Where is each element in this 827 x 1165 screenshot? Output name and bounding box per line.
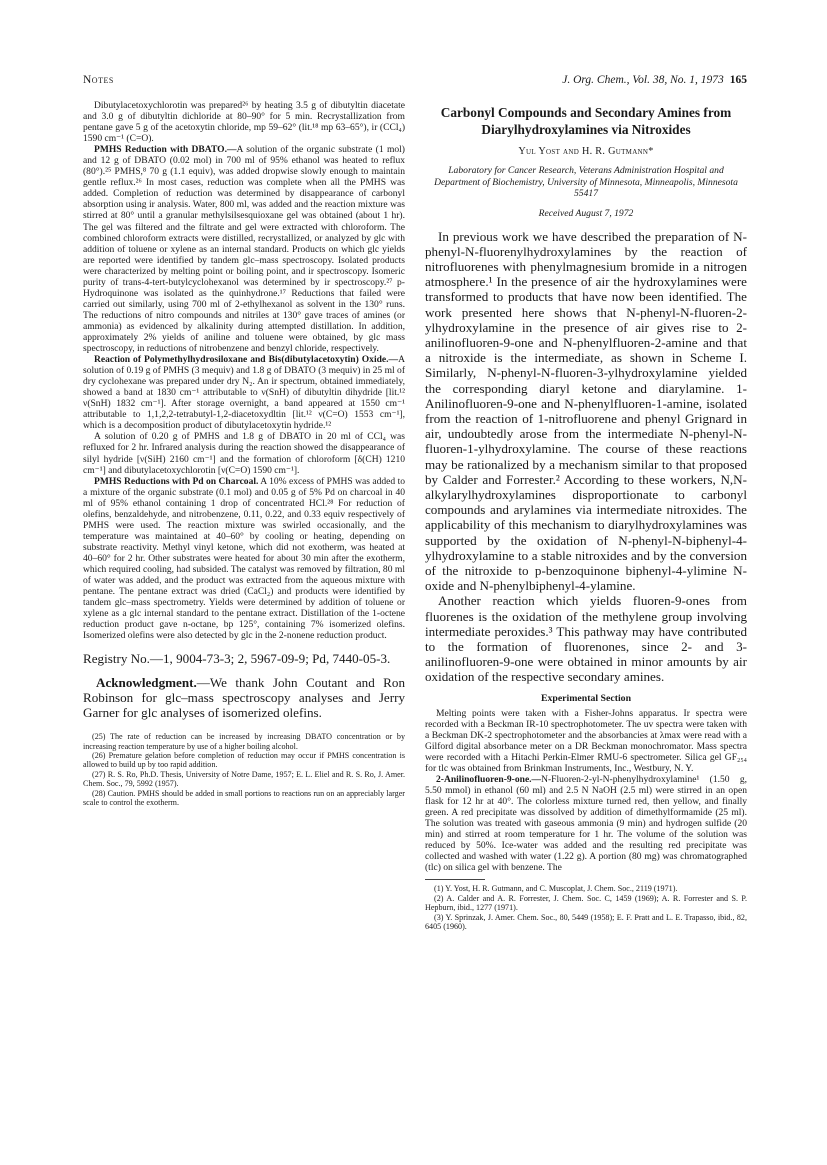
journal-citation bbox=[562, 74, 747, 86]
section-label: Notes bbox=[83, 74, 114, 86]
run-in-heading: PMHS Reductions with Pd on Charcoal. bbox=[94, 475, 259, 487]
received-date: Received August 7, 1972 bbox=[538, 207, 634, 219]
paragraph bbox=[425, 774, 747, 873]
footnote: (27) R. S. Ro, Ph.D. Thesis, University of Notre Dame, 1957; E. L. Eliel and R. S. Ro, J. Amer. Chem. Soc., 79, 5992 (1957). bbox=[83, 769, 405, 789]
journal-name: J. Org. Chem., Vol. 38, No. 1, 1973 bbox=[562, 74, 724, 86]
footnote: (28) Caution. PMHS should be added in small portions to reactions run on an appreciably larger scale to control the exotherm. bbox=[83, 788, 405, 807]
acknowledgment-title: Acknowledgment. bbox=[96, 674, 197, 690]
paragraph-text: Melting points were taken with a Fisher-Johns apparatus. Ir spectra were recorded with a Beckman IR-10 spectrophotometer. The uv spectra were taken with a Beckman DK-2 spectrophotometer and the absorbancies at λmax were read with a Gilford digital absorbance meter on a DR Beckman monochromator. Mass spectra were recorded with a Hitachi Perkin-Elmer RMU-6 spectrometer. Silica gel GF₂₅₄ for tlc was obtained from Brinkman Instruments, Inc., Westbury, N. Y. bbox=[425, 707, 747, 774]
acknowledgment bbox=[83, 675, 405, 721]
paragraph bbox=[425, 708, 747, 774]
footnotes-left bbox=[83, 732, 405, 807]
footnote: (3) Y. Sprinzak, J. Amer. Chem. Soc., 80, 5449 (1958); E. F. Pratt and L. E. Trapasso, ibid., 82, 6405 (1960). bbox=[425, 912, 747, 932]
footnote: (25) The rate of reduction can be increased by increasing DBATO concentration or by increasing reaction temperature by use of a higher boiling alcohol. bbox=[83, 732, 405, 751]
footnote-divider bbox=[425, 879, 485, 880]
paragraph-text: N-Fluoren-2-yl-N-phenylhydroxylamine¹ (1.50 g, 5.50 mmol) in ethanol (60 ml) and 2.5 N NaOH (2.5 ml) were stirred in an open flask for 12 hr at 40°. The colorless mixture turned red, then yellow, and finally green. A red precipitate was dissolved by addition of dimethylformamide (25 ml). The solution was treated with gaseous ammonia (9 min) and hydrogen sulfide (20 min) and stirred at room temperature for 1 hr. The volume of the solution was reduced by 50%. Ice-water was added and the resulting red precipitate was collected and washed with water (1.22 g). A portion (80 mg) was chromatographed (tlc) on silica gel with benzene. The bbox=[425, 774, 747, 874]
intro-paragraph: In previous work we have described the preparation of N-phenyl-N-fluorenylhydroxylamines by the reaction of nitrofluorenes with phenylmagnesium bromide in a nitrogen atmosphere.¹ In the presence of air the hydroxylamines were transformed to products that have now been identified. The work presented here shows that N-phenyl-N-fluoren-2-ylhydroxylamine in the presence of air gives rise to 2-anilinofluoren-9-one and N-phenylfluoren-2-amine and that a nitroxide is the intermediate, as shown in Scheme I. Similarly, N-phenyl-N-fluoren-3-ylhydroxylamine yielded the corresponding diaryl ketone and diarylamine. 1-Anilinofluoren-9-one and N-phenylfluoren-1-amine, isolated from the reaction of 1-nitrofluorene and phenyl Grignard in air, undoubtedly arose from the intermediate N-phenyl-N-fluoren-1-ylhydroxylamine. The course of these reactions may be rationalized by a mechanism similar to that proposed by Calder and Forrester.² According to these workers, N,N-alkylarylhydroxylamines disproportionate to carbonyl compounds and arylamines via intermediate nitroxides. The applicability of this mechanism to diarylhydroxylamines was supported by the oxidation of N-phenyl-N-biphenyl-4-ylhydroxylamine to a stable nitroxides and by the conversion of the nitroxide to p-benzoquinone biphenyl-4-ylimine N-oxide and N-phenylbiphenyl-4-ylamine. bbox=[425, 228, 747, 594]
footnote: (2) A. Calder and A. R. Forrester, J. Chem. Soc. C, 1459 (1969); A. R. Forrester and S. P. Hepburn, ibid., 1277 (1971). bbox=[425, 893, 747, 913]
acknowledgment-text: —We thank John Coutant and Ron Robinson for glc–mass spectroscopy analyses and Jerry Garner for glc analyses of isomerized olefins. bbox=[83, 674, 405, 720]
paragraph bbox=[83, 476, 405, 642]
section-heading: Experimental Section bbox=[540, 692, 632, 704]
right-column bbox=[425, 100, 747, 931]
paragraph bbox=[83, 100, 405, 144]
run-in-heading: Reaction of Polymethylhydrosiloxane and Bis(dibutylacetoxytin) Oxide.— bbox=[94, 354, 399, 366]
paragraph bbox=[83, 354, 405, 431]
intro-paragraph: Another reaction which yields fluoren-9-ones from fluorenes is the oxidation of the methylene group involving intermediate peroxides.³ This pathway may have contributed to the formation of fluorenones, since 2- and 3-anilinofluoren-9-one were obtained in minor amounts by air oxidation of the respective secondary amines. bbox=[425, 593, 747, 685]
footnotes-right bbox=[425, 884, 747, 931]
footnote: (1) Y. Yost, H. R. Gutmann, and C. Muscoplat, J. Chem. Soc., 2119 (1971). bbox=[434, 884, 678, 894]
paragraph bbox=[83, 431, 405, 475]
run-in-heading: 2-Anilinofluoren-9-one.— bbox=[436, 774, 542, 786]
run-in-heading: PMHS Reduction with DBATO.— bbox=[94, 144, 237, 156]
paragraph-text: Dibutylacetoxychlorotin was prepared²⁶ by heating 3.5 g of dibutyltin diacetate and 3.0 g of dibutyltin dichloride at 80–90° for 5 min. Recrystallization from pentane gave 5 g of the acetoxytin chloride, mp 59–62° (lit.¹⁸ mp 63–65°), ir (CCl₄) 1590 cm⁻¹ (C=O). bbox=[83, 100, 405, 145]
page-number: 165 bbox=[729, 74, 747, 86]
paragraph-text: A 10% excess of PMHS was added to a mixture of the organic substrate (0.1 mol) and 0.05 g of 5% Pd on charcoal in 40 ml of 95% ethanol containing 1 drop of concentrated HCl.²⁸ For reduction of olefins, benzaldehyde, and nitrobenzene, 0.11, 0.22, and 0.33 equiv respectively of PMHS were used. The reaction mixture was swirled occasionally, and the temperature was maintained at 40–60° by cooling or heating, depending on substrate reactivity. Methyl vinyl ketone, which did not exotherm, was heated at 40–60° for 2 hr. Other substrates were heated for about 30 min after the exotherm, which required cooling, had subsided. The catalyst was removed by filtration, 80 ml of water was added, and the product was extracted from the aqueous mixture with pentane. The pentane extract was dried (CaCl₂) and products were identified by tandem glc–mass spectrometry. Yields were determined by addition of toluene or xylene as a glc internal standard to the pentane extract. Distillation of the 1-octene reduction product gave n-octane, bp 125°, containing 7% isomerized olefins. Isomerized olefins were also detected by glc in the 2-nonene reduction product. bbox=[83, 475, 406, 642]
footnote: (26) Premature gelation before completion of reduction may occur if PMHS concentration is allowed to build up by too rapid addition. bbox=[83, 750, 405, 770]
article-title: Carbonyl Compounds and Secondary Amines from Diarylhydroxylamines via Nitroxides bbox=[440, 105, 732, 137]
left-column bbox=[83, 100, 405, 807]
paragraph-text: A solution of 0.20 g of PMHS and 1.8 g of DBATO in 20 ml of CCl₄ was refluxed for 2 hr. Infrared analysis during the reaction showed the disappearance of silyl hydride [ν(SiH) 2160 cm⁻¹] and the formation of chloroform [δ(CH) 1210 cm⁻¹] and dibutylacetoxychlorotin [ν(C=O) 1590 cm⁻¹]. bbox=[83, 431, 405, 476]
author-affiliation: Laboratory for Cancer Research, Veterans Administration Hospital and Department of Biochemistry, University of Minnesota, Minneapolis, Minnesota 55417 bbox=[434, 165, 738, 200]
paragraph-text: A solution of the organic substrate (1 mol) and 12 g of DBATO (0.02 mol) in 700 ml of 95% ethanol was heated to reflux (80°).²⁵ PMHS,⁸ 70 g (1.1 equiv), was added dropwise slowly enough to maintain gentle reflux.²⁶ In most cases, reduction was complete when all the PMHS was added. Completion of reduction was determined by disappearance of carbonyl absorption using ir analysis. Water, 800 ml, was added and the reaction mixture was stirred at 80° until a granular methylsilsesquioxane gel was obtained (about 1 hr). The gel was filtered and the filtrate and gel were extracted with chloroform. The combined chloroform extracts were distilled, recrystallized, or analyzed by glc with addition of toluene or xylene as an internal standard. Products on which glc yields are reported were identified by tandem glc–mass spectroscopy. Isolated products were characterized by melting point or boiling point, and ir spectroscopy. Isomeric purity of trans-4-tert-butylcyclohexanol was determined by ir spectroscopy.²⁷ p-Hydroquinone was isolated as the quinhydrone.¹⁷ Reductions that failed were carried out similarly, using 700 ml of 2-ethylhexanol as solvent in the 130° runs. The reductions of nitro compounds and nitriles at 130° gave traces of amines (or ammonia) as evidenced by alkalinity during attempted distillation. In addition, approximately 2% yields of aniline and toluene were obtained, by glc mass spectroscopy, in reductions of nitrobenzene and benzyl chloride, respectively. bbox=[83, 144, 405, 355]
page-header bbox=[83, 74, 747, 90]
registry-numbers: Registry No.—1, 9004-73-3; 2, 5967-09-9; Pd, 7440-05-3. bbox=[83, 651, 391, 667]
article-authors: Yul Yost and H. R. Gutmann* bbox=[518, 146, 654, 157]
paragraph bbox=[83, 144, 405, 354]
paragraph-text: A solution of 0.19 g of PMHS (3 mequiv) and 1.8 g of DBATO (3 mequiv) in 25 ml of dry cyclohexane was prepared under dry N₂. An ir spectrum, obtained immediately, showed a band at 1830 cm⁻¹ attributable to ν(SnH) of dibutyltin dihydride [lit.¹² ν(SnH) 1832 cm⁻¹]. After storage overnight, a band appeared at 1550 cm⁻¹ attributable to 1,1,2,2-tetrabutyl-1,2-diacetoxydltin [lit.¹² ν(C=O) 1553 cm⁻¹], which is a decomposition product of dibutylacetoxytin hydride.¹² bbox=[83, 354, 405, 432]
